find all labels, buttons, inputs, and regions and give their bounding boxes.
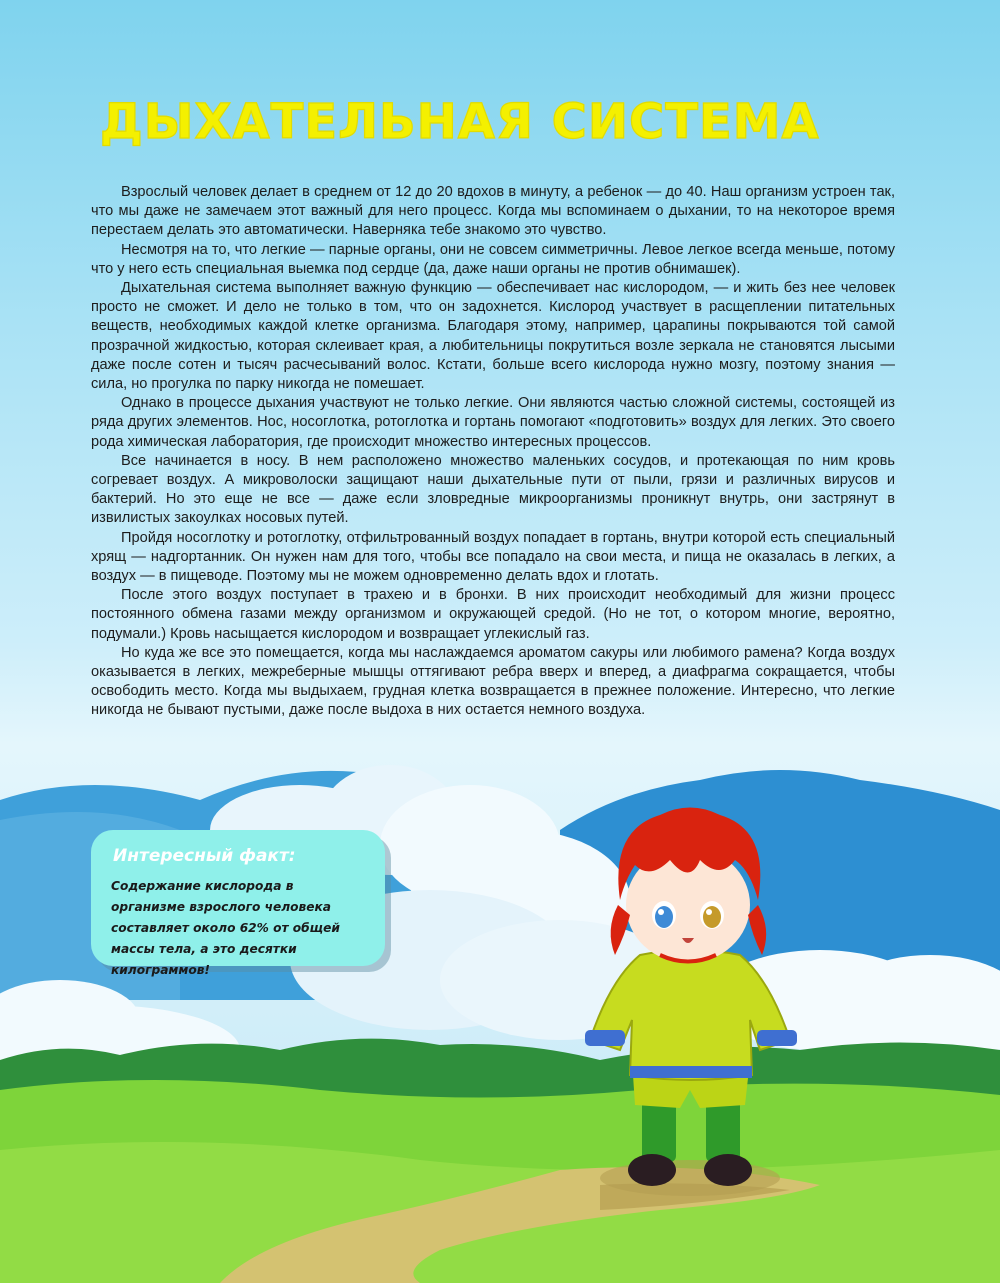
fact-text: Содержание кислорода в организме взрослого человека составляет около 62% от общей массы тела, а это десятки килограммов! <box>111 879 340 977</box>
paragraph: Дыхательная система выполняет важную функцию — обеспечивает нас кислородом, — и жить без нее человек просто не сможет. И дело не только в том, что он задохнется. Кислород участвует в расщеплении питательных веществ, необходимых каждой клетке организма. Благодаря этому, например, царапины покрываются той самой прозрачной жидкостью, которая склеивает края, а любительницы покрутиться возле зеркала не становятся лысыми даже после сотен и тысяч расчесываний волос. Кстати, больше всего кислорода нужно мозгу, поэтому знания — сила, но прогулка по парку никогда не помешает. <box>91 280 895 393</box>
paragraph: После этого воздух поступает в трахею и в бронхи. В них происходит необходимый для жизни процесс постоянного обмена газами между организмом и окружающей средой. (Но не тот, о котором многие, вероятно, подумали.) Кровь насыщается кислородом и возвращает углекислый газ. <box>91 587 895 642</box>
paragraph: Все начинается в носу. В нем расположено множество маленьких сосудов, и протекающая по ним кровь согревает воздух. А микроволоски защищают наши дыхательные пути от пыли, грязи и различных вирусов и бактерий. Но это еще не все — даже если зловредные микроорганизмы проникнут внутрь, они застрянут в извилистых закоулках носовых путей. <box>91 452 895 527</box>
fact-title: Интересный факт: <box>113 846 296 866</box>
paragraph: Пройдя носоглотку и ротоглотку, отфильтрованный воздух попадает в гортань, внутри которой есть специальный хрящ — надгортанник. Он нужен нам для того, чтобы все попадало на свои места, и пища не оказалась в легких, а воздух — в пищеводе. Поэтому мы не можем одновременно делать вдох и глотать. <box>91 529 895 585</box>
paragraph: Несмотря на то, что легкие — парные органы, они не совсем симметричны. Левое легкое всегда меньше, потому что у него есть специальная выемка под сердце (да, даже наши органы не против обнимашек). <box>91 241 895 277</box>
paragraph: Взрослый человек делает в среднем от 12 до 20 вдохов в минуту, а ребенок — до 40. Наш организм устроен так, что мы даже не замечаем этот важный для него процесс. Когда мы вспоминаем о дыхании, то на некоторое время перестаем делать это автоматически. Наверняка тебе знакомо это чувство. <box>91 184 895 239</box>
interesting-fact-box <box>91 830 385 977</box>
article-body <box>91 183 895 721</box>
page-title: ДЫХАТЕЛЬНАЯ СИСТЕМА <box>100 94 820 150</box>
paragraph: Но куда же все это помещается, когда мы наслаждаемся ароматом сакуры или любимого рамена? Когда воздух оказывается в легких, межреберные мышцы оттягивают ребра вверх и вперед, а диафрагма сокращается, чтобы освободить место. Когда мы выдыхаем, грудная клетка возвращается в прежнее положение. Интересно, что легкие никогда не бывают пустыми, даже после выдоха в них остается немного воздуха. <box>91 644 895 719</box>
paragraph: Однако в процессе дыхания участвуют не только легкие. Они являются частью сложной системы, состоящей из ряда других элементов. Нос, носоглотка, ротоглотка и гортань помогают «подготовить» воздух для легких. Это своего рода химическая лаборатория, где происходит множество интересных процессов. <box>91 395 895 450</box>
